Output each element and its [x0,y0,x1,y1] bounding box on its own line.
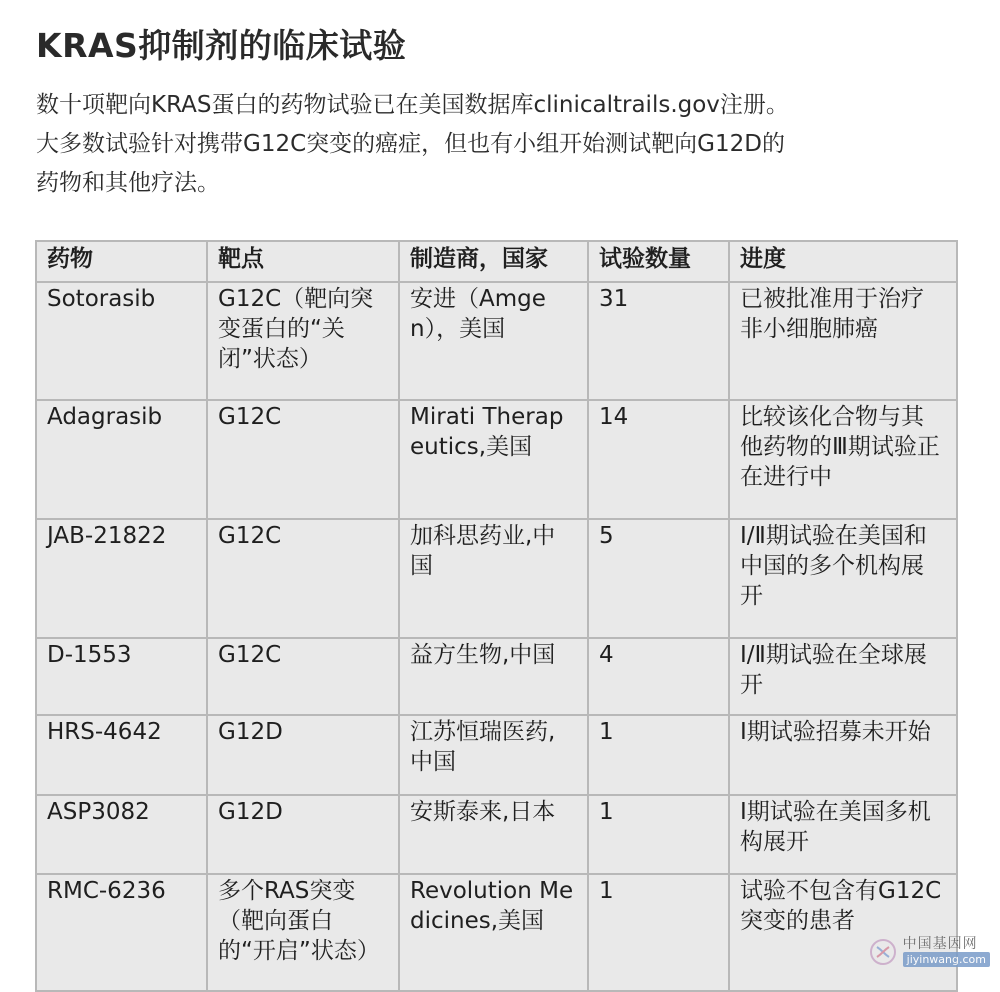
table-row [36,795,957,874]
cell-text: 试验不包含有G12C突变的患者 [740,878,942,934]
cell-progress [729,715,957,795]
cell-trial-count [588,795,729,874]
cell-drug [36,519,207,638]
table-row [36,400,957,519]
intro-line: 大多数试验针对携带G12C突变的癌症，但也有小组开始测试靶向G12D的 [36,131,785,157]
table-row [36,638,957,715]
page-title: KRAS抑制剂的临床试验 [36,26,407,65]
header-manufacturer: 制造商，国家 [399,241,588,282]
cell-text: 5 [599,523,614,549]
cell-text: 4 [599,642,614,668]
cell-manufacturer [399,715,588,795]
cell-progress [729,795,957,874]
cell-text: Ⅰ期试验在美国多机构展开 [740,799,931,855]
cell-text: 14 [599,404,629,430]
cell-trial-count [588,638,729,715]
cell-drug [36,638,207,715]
cell-manufacturer [399,638,588,715]
cell-target [207,638,399,715]
intro-paragraph [36,86,956,203]
cell-text: Sotorasib [47,286,156,312]
cell-text: Revolution Medicines,美国 [410,878,574,934]
cell-progress [729,400,957,519]
cell-text: Ⅰ/Ⅱ期试验在美国和中国的多个机构展开 [740,523,927,609]
cell-text: JAB-21822 [47,523,167,549]
header-trial-count: 试验数量 [588,241,729,282]
cell-target [207,282,399,400]
cell-drug [36,400,207,519]
header-drug: 药物 [36,241,207,282]
table-row [36,519,957,638]
cell-manufacturer [399,519,588,638]
cell-text: 加科思药业,中国 [410,523,556,579]
cell-manufacturer [399,795,588,874]
cell-drug [36,715,207,795]
cell-text: 益方生物,中国 [410,642,556,668]
cell-text: 比较该化合物与其他药物的Ⅲ期试验正在进行中 [740,404,940,490]
cell-target [207,795,399,874]
cell-text: 多个RAS突变（靶向蛋白的“开启”状态） [218,878,380,964]
table-row [36,715,957,795]
cell-text: G12D [218,799,283,825]
cell-text: ASP3082 [47,799,150,825]
cell-text: 已被批准用于治疗非小细胞肺癌 [740,286,924,342]
cell-manufacturer [399,282,588,400]
header-progress: 进度 [729,241,957,282]
cell-target [207,874,399,991]
cell-text: Ⅰ/Ⅱ期试验在全球展开 [740,642,927,698]
dna-swirl-icon [869,938,897,966]
cell-target [207,715,399,795]
cell-drug [36,874,207,991]
cell-text: RMC-6236 [47,878,166,904]
watermark-text [903,937,990,967]
cell-drug [36,282,207,400]
cell-text: 安进（Amgen），美国 [410,286,546,342]
watermark [869,937,990,967]
cell-text: G12C [218,404,282,430]
cell-trial-count [588,282,729,400]
cell-text: HRS-4642 [47,719,162,745]
cell-target [207,519,399,638]
cell-target [207,400,399,519]
cell-progress [729,874,957,991]
table-row [36,282,957,400]
cell-progress [729,282,957,400]
cell-trial-count [588,519,729,638]
kras-trials-table [35,240,958,992]
cell-text: G12D [218,719,283,745]
watermark-en: jiyinwang.com [903,952,990,967]
cell-manufacturer [399,400,588,519]
watermark-cn: 中国基因网 [902,936,978,952]
cell-text: 1 [599,799,614,825]
cell-text: 江苏恒瑞医药,中国 [410,719,556,775]
header-target: 靶点 [207,241,399,282]
cell-text: G12C（靶向突变蛋白的“关闭”状态） [218,286,374,372]
cell-text: D-1553 [47,642,132,668]
cell-text: 1 [599,719,614,745]
cell-text: G12C [218,523,282,549]
table-row [36,874,957,991]
cell-trial-count [588,400,729,519]
cell-text: Adagrasib [47,404,163,430]
cell-text: 31 [599,286,629,312]
cell-progress [729,638,957,715]
cell-text: Mirati Therapeutics,美国 [410,404,564,460]
cell-progress [729,519,957,638]
cell-drug [36,795,207,874]
intro-line: 数十项靶向KRAS蛋白的药物试验已在美国数据库clinicaltrails.gov注册。 [36,92,789,118]
table-header-row [36,241,957,282]
cell-text: Ⅰ期试验招募未开始 [740,719,931,745]
cell-text: 1 [599,878,614,904]
cell-text: G12C [218,642,282,668]
cell-manufacturer [399,874,588,991]
cell-trial-count [588,715,729,795]
cell-trial-count [588,874,729,991]
intro-line: 药物和其他疗法。 [36,170,220,196]
cell-text: 安斯泰来,日本 [410,799,556,825]
